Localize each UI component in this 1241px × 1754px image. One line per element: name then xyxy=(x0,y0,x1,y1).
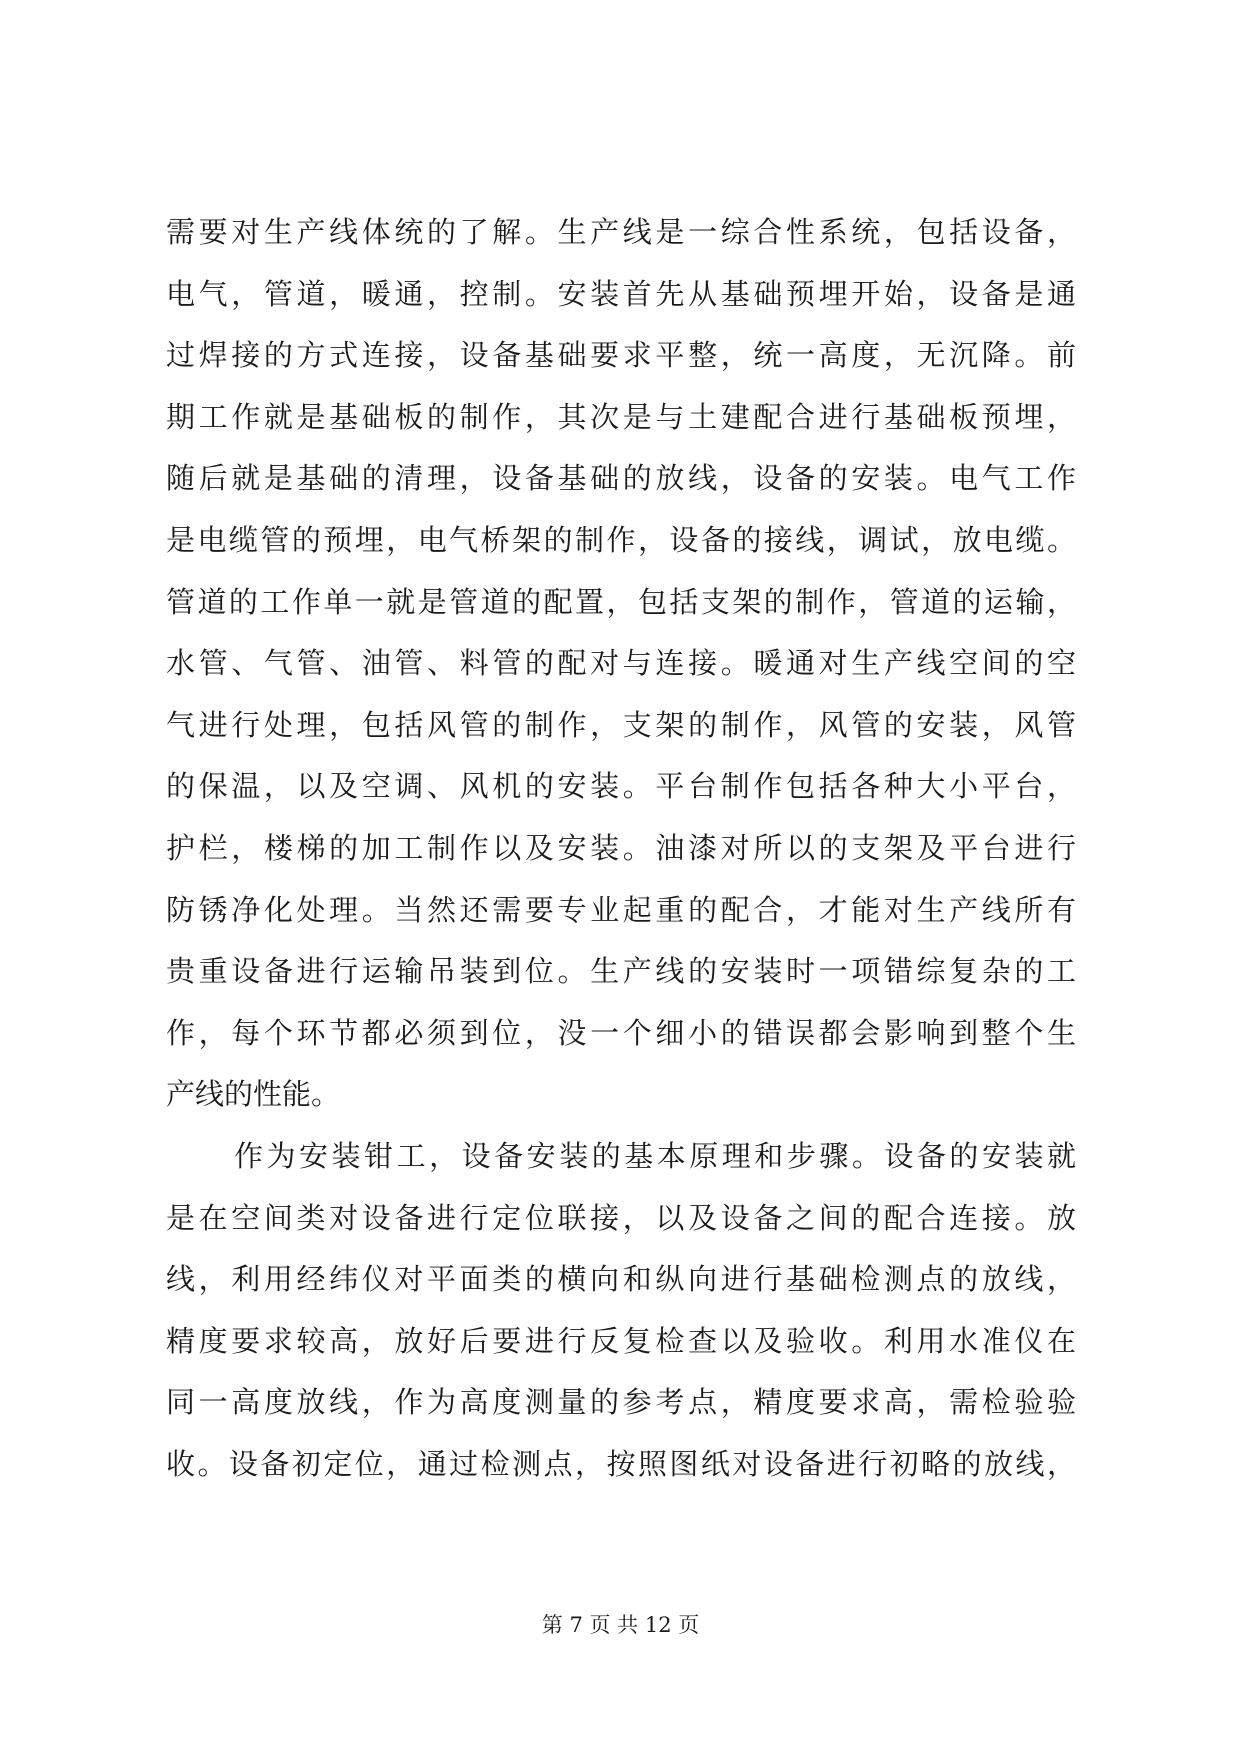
text-line: 收。设备初定位，通过检测点，按照图纸对设备进行初略的放线， xyxy=(166,1446,1076,1481)
page-number-footer: 第 7 页 共 12 页 xyxy=(541,1613,700,1637)
text-line: 是在空间类对设备进行定位联接，以及设备之间的配合连接。放 xyxy=(166,1200,1076,1235)
text-line: 作为安装钳工，设备安装的基本原理和步骤。设备的安装就 xyxy=(234,1138,1076,1173)
paragraph-2 xyxy=(166,1126,1076,1496)
text-line: 水管、气管、油管、料管的配对与连接。暖通对生产线空间的空 xyxy=(166,646,1076,681)
text-line: 贵重设备进行运输吊装到位。生产线的安装时一项错综复杂的工 xyxy=(166,954,1076,989)
text-line: 护栏，楼梯的加工制作以及安装。油漆对所以的支架及平台进行 xyxy=(166,830,1076,865)
text-line: 期工作就是基础板的制作，其次是与土建配合进行基础板预埋， xyxy=(166,399,1076,434)
text-line: 是电缆管的预埋，电气桥架的制作，设备的接线，调试，放电缆。 xyxy=(166,522,1076,557)
text-line: 管道的工作单一就是管道的配置，包括支架的制作，管道的运输， xyxy=(166,584,1076,619)
text-line: 精度要求较高，放好后要进行反复检查以及验收。利用水准仪在 xyxy=(166,1323,1076,1358)
body-text xyxy=(166,202,1076,1495)
text-line: 作，每个环节都必须到位，没一个细小的错误都会影响到整个生 xyxy=(166,1015,1076,1050)
text-line: 气进行处理，包括风管的制作，支架的制作，风管的安装，风管 xyxy=(166,707,1076,742)
paragraph-1 xyxy=(166,202,1076,1126)
text-line: 的保温，以及空调、风机的安装。平台制作包括各种大小平台， xyxy=(166,769,1076,804)
text-line: 随后就是基础的清理，设备基础的放线，设备的安装。电气工作 xyxy=(166,461,1076,496)
text-line: 防锈净化处理。当然还需要专业起重的配合，才能对生产线所有 xyxy=(166,892,1076,927)
text-line: 电气，管道，暖通，控制。安装首先从基础预埋开始，设备是通 xyxy=(166,276,1076,311)
text-line: 需要对生产线体统的了解。生产线是一综合性系统，包括设备， xyxy=(166,215,1076,249)
text-line: 线，利用经纬仪对平面类的横向和纵向进行基础检测点的放线， xyxy=(166,1262,1076,1297)
text-line: 产线的性能。 xyxy=(166,1077,341,1112)
text-line: 过焊接的方式连接，设备基础要求平整，统一高度，无沉降。前 xyxy=(166,338,1076,373)
text-line: 同一高度放线，作为高度测量的参考点，精度要求高，需检验验 xyxy=(166,1385,1076,1420)
